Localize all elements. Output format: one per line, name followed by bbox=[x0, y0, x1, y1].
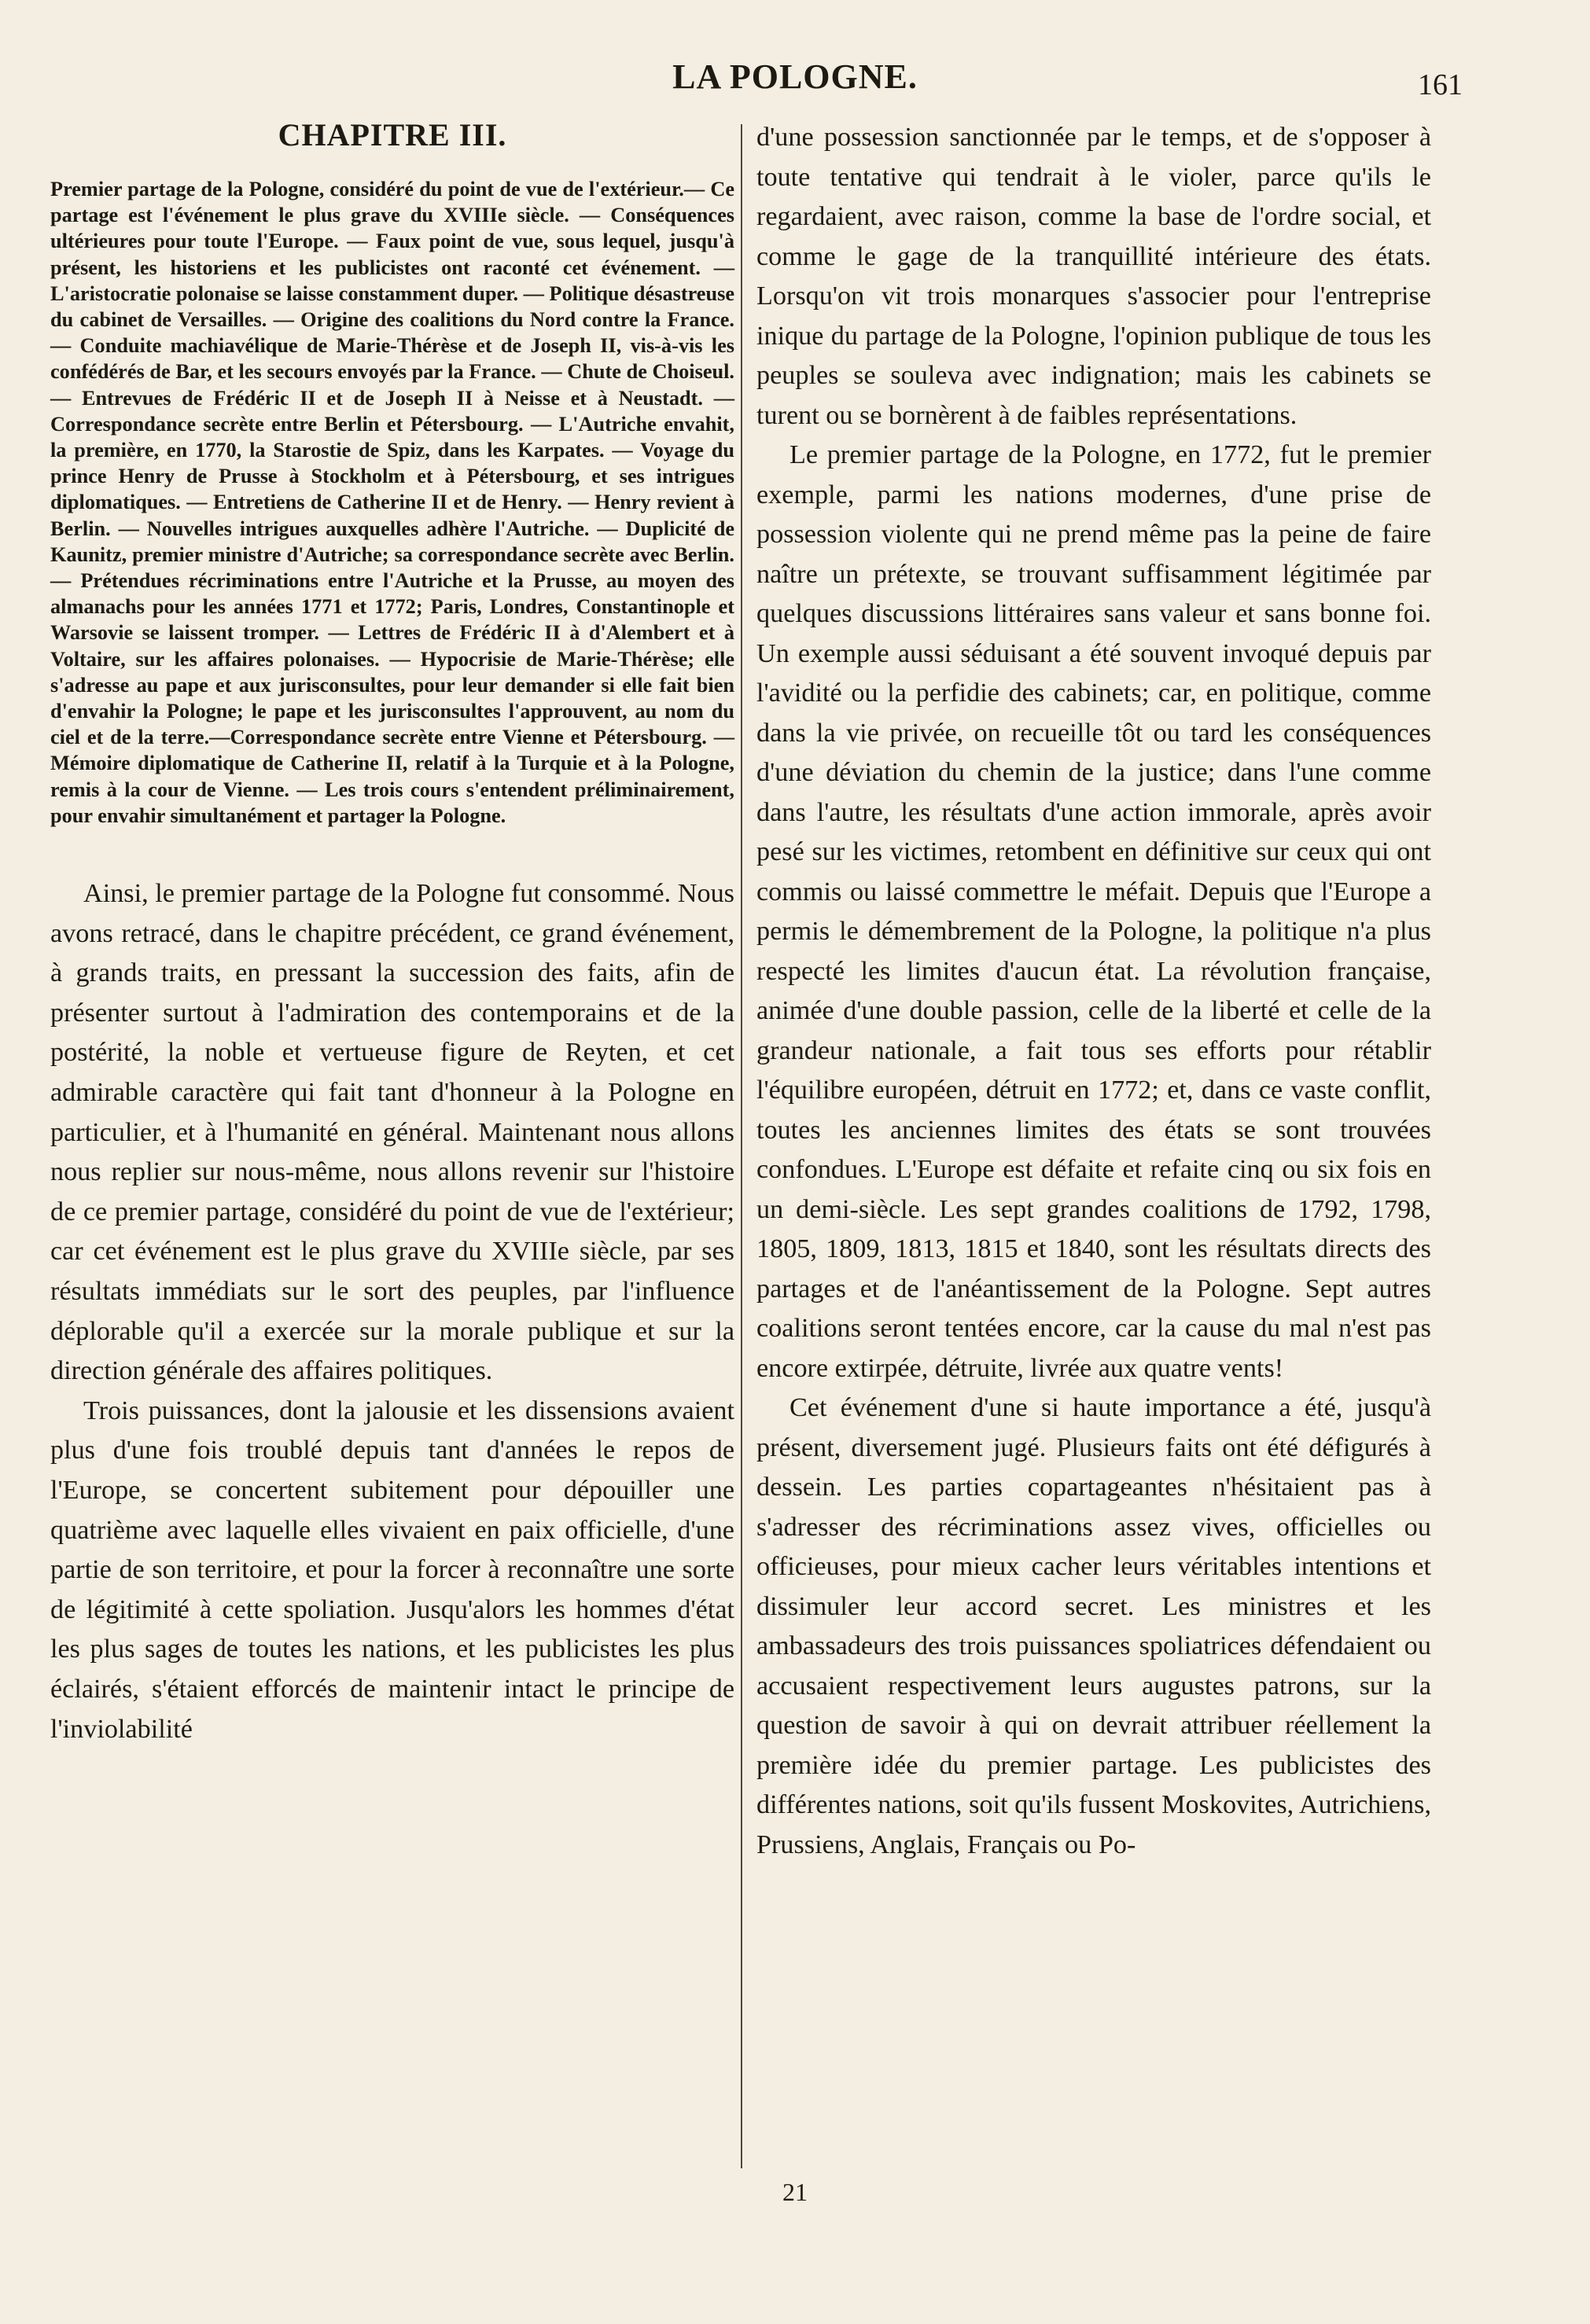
body-paragraph: Le premier partage de la Pologne, en 1772, fut le premier exemple, parmi les nations modernes, d'une prise de possession violente qui ne prend même pas la peine de faire naître un prétexte, se trouvant suffisamment légitimée par quelques discussions littéraires sans valeur et sans bonne foi. Un exemple aussi séduisant a été souvent invoqué depuis par l'avidité ou la perfidie des cabinets; car, en politique, comme dans la vie privée, on recueille tôt ou tard les conséquences d'une déviation du chemin de la justice; dans l'une comme dans l'autre, les résultats d'une action immorale, après avoir pesé sur les victimes, retombent en définitive sur ceux qui ont commis ou laissé commettre le méfait. Depuis que l'Europe a permis le démembrement de la Pologne, la politique n'a plus respecté les limites d'aucun état. La révolution française, animée d'une double passion, celle de la liberté et celle de la grandeur nationale, a fait tous ses efforts pour rétablir l'équilibre européen, détruit en 1772; et, dans ce vaste conflit, toutes les anciennes limites des états se sont trouvées confondues. L'Europe est défaite et refaite cinq ou six fois en un demi-siècle. Les sept grandes coalitions de 1792, 1798, 1805, 1809, 1813, 1815 et 1840, sont les résultats directs des partages et de l'anéantissement de la Pologne. Sept autres coalitions seront tentées encore, car la cause du mal n'est pas encore extirpée, détruite, livrée aux quatre vents! bbox=[756, 440, 1431, 1383]
body-paragraph: d'une possession sanctionnée par le temps, et de s'opposer à toute tentative qui tendrait à le violer, parce qu'ils le regardaient, avec raison, comme la base de l'ordre social, et comme le gage de la tranquillité intérieure des états. Lorsqu'on vit trois monarques s'associer pour l'entreprise inique du partage de la Pologne, l'opinion publique de tous les peuples se souleva avec indignation; mais les cabinets se turent ou se bornèrent à de faibles représentations. bbox=[756, 123, 1431, 430]
body-paragraph: Trois puissances, dont la jalousie et les dissensions avaient plus d'une fois troublé depuis tant d'années le repos de l'Europe, se concertent subitement pour dépouiller une quatrième avec laquelle elles vivaient en paix officielle, d'une partie de son territoire, et pour la forcer à reconnaître une sorte de légitimité à cette spoliation. Jusqu'alors les hommes d'état les plus sages de toutes les nations, et les publicistes les plus éclairés, s'étaient efforcés de maintenir intact le principe de l'inviolabilité bbox=[50, 1396, 734, 1744]
body-paragraph: Cet événement d'une si haute importance a été, jusqu'à présent, diversement jugé. Plusieurs faits ont été défigurés à dessein. Les parties copartageantes n'hésitaient pas à s'adresser des récriminations assez vives, officielles ou officieuses, pour mieux cacher leurs véritables intentions et dissimuler leur accord secret. Les ministres et les ambassadeurs des trois puissances spoliatrices défendaient ou accusaient respectivement leurs augustes patrons, sur la question de savoir à qui on devrait attribuer réellement la première idée du premier partage. Les publicistes des différentes nations, soit qu'ils fussent Moskovites, Autrichiens, Prussiens, Anglais, Français ou Po- bbox=[756, 1393, 1431, 1859]
signature-mark: 21 bbox=[782, 2178, 808, 2206]
page-number: 161 bbox=[1418, 68, 1463, 101]
running-head: LA POLOGNE. bbox=[672, 57, 918, 96]
chapter-title: CHAPITRE III. bbox=[278, 117, 507, 153]
right-column bbox=[756, 118, 1431, 1865]
left-column bbox=[50, 118, 734, 1749]
body-paragraph: Ainsi, le premier partage de la Pologne fut consommé. Nous avons retracé, dans le chapitre précédent, ce grand événement, à grands traits, en pressant la succession des faits, afin de présenter surtout à l'admiration des contemporains et de la postérité, la noble et vertueuse figure de Reyten, et cet admirable caractère qui fait tant d'honneur à la Pologne en particulier, et à l'humanité en général. Maintenant nous allons nous replier sur nous-même, nous allons revenir sur l'histoire de ce premier partage, considéré du point de vue de l'extérieur; car cet événement est le plus grave du XVIIIe siècle, par ses résultats immédiats sur le sort des peuples, par l'influence déplorable qu'il a exercée sur la morale publique et sur la direction générale des affaires politiques. bbox=[50, 879, 734, 1386]
chapter-summary: Premier partage de la Pologne, considéré du point de vue de l'extérieur.— Ce partage est l'événement le plus grave du XVIIIe siècle. — Conséquences ultérieures pour toute l'Europe. — Faux point de vue, sous lequel, jusqu'à présent, les historiens et les publicistes ont raconté cet événement. — L'aristocratie polonaise se laisse constamment duper. — Politique désastreuse du cabinet de Versailles. — Origine des coalitions du Nord contre la France. — Conduite machiavélique de Marie-Thérèse et de Joseph II, vis-à-vis les confédérés de Bar, et les secours envoyés par la France. — Chute de Choiseul. — Entrevues de Frédéric II et de Joseph II à Neisse et à Neustadt. —Correspondance secrète entre Berlin et Pétersbourg. — L'Autriche envahit, la première, en 1770, la Starostie de Spiz, dans les Karpates. — Voyage du prince Henry de Prusse à Stockholm et à Pétersbourg, et ses intrigues diplomatiques. — Entretiens de Catherine II et de Henry. — Henry revient à Berlin. — Nouvelles intrigues auxquelles adhère l'Autriche. — Duplicité de Kaunitz, premier ministre d'Autriche; sa correspondance secrète avec Berlin. — Prétendues récriminations entre l'Autriche et la Prusse, au moyen des almanachs pour les années 1771 et 1772; Paris, Londres, Constantinople et Warsovie se laissent tromper. — Lettres de Frédéric II à d'Alembert et à Voltaire, sur les affaires polonaises. — Hypocrisie de Marie-Thérèse; elle s'adresse au pape et aux jurisconsultes, pour leur demander si elle fait bien d'envahir la Pologne; le pape et les jurisconsultes l'approuvent, au nom du ciel et de la terre.—Correspondance secrète entre Vienne et Pétersbourg. — Mémoire diplomatique de Catherine II, relatif à la Turquie et à la Pologne, remis à la cour de Vienne. — Les trois cours s'entendent préliminairement, pour envahir simultanément et partager la Pologne. bbox=[50, 178, 734, 827]
column-rule bbox=[741, 124, 742, 2168]
